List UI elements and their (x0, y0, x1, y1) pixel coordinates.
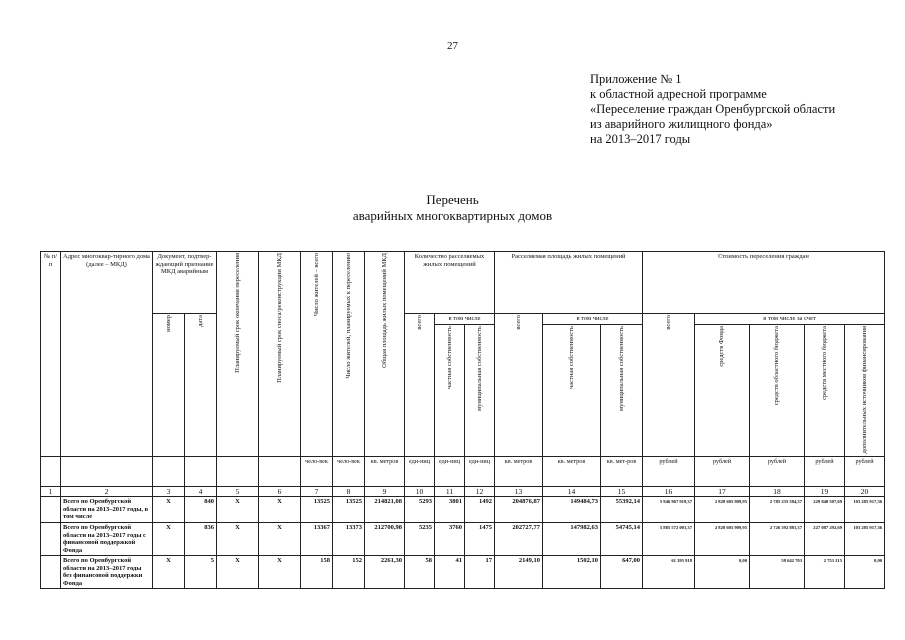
header-residents-total: Число жителей – всего (301, 252, 333, 457)
header-rooms-count: Количество расселяемых жилых помещений (405, 252, 495, 314)
table-cell: 149484,73 (543, 497, 601, 523)
column-number: 5 (217, 487, 259, 497)
row-num-cell (41, 523, 61, 556)
row-address: Всего по Оренбургской области на 2013–2017 годы с финансовой поддержкой Фонда (61, 523, 153, 556)
column-number: 6 (259, 487, 301, 497)
title-line: аварийных многоквартирных домов (352, 208, 553, 223)
unit-cell: рублей (845, 457, 885, 487)
table-cell: 103 285 917,36 (845, 497, 885, 523)
table-cell: 13373 (333, 523, 365, 556)
column-number: 11 (435, 487, 465, 497)
header-area-relocated: Расселяемая площадь жилых помещений (495, 252, 643, 314)
header-area-including: в том числе (543, 314, 643, 325)
table-cell: 647,00 (601, 556, 643, 589)
unit-cell: рублей (643, 457, 695, 487)
table-cell: 212700,98 (365, 523, 405, 556)
header-total-area: Общая площадь жилых помещений МКД (365, 252, 405, 457)
row-address: Всего по Оренбургской области на 2013–2017 годы, в том числе (61, 497, 153, 523)
table-cell: X (217, 523, 259, 556)
table-cell: 158 (301, 556, 333, 589)
header-area-total: всего (495, 314, 543, 457)
table-cell: 13525 (333, 497, 365, 523)
header-planned-relocation-end: Планируемый срок окончания переселения (217, 252, 259, 457)
column-number: 9 (365, 487, 405, 497)
appendix-line: Приложение № 1 (590, 72, 682, 86)
table-cell: 5235 (405, 523, 435, 556)
header-num: № п/п (41, 252, 61, 457)
column-number: 7 (301, 487, 333, 497)
table-cell: 204876,87 (495, 497, 543, 523)
header-rooms-private: частная собственность (435, 324, 465, 457)
table-cell: 2149,10 (495, 556, 543, 589)
table-row (41, 523, 885, 556)
table-cell: X (259, 497, 301, 523)
column-number: 13 (495, 487, 543, 497)
header-rooms-total: всего (405, 314, 435, 457)
unit-cell: еди-ниц (465, 457, 495, 487)
column-number: 18 (750, 487, 805, 497)
column-number: 3 (153, 487, 185, 497)
header-area-private: частная собственность (543, 324, 601, 457)
column-number: 15 (601, 487, 643, 497)
header-document: Документ, подтвер-ждающий признание МКД аварийным (153, 252, 217, 314)
header-doc-date: дата (185, 314, 217, 457)
title-line: Перечень (426, 192, 479, 207)
table-cell: 13525 (301, 497, 333, 523)
unit-cell: рублей (805, 457, 845, 487)
table-cell: 2261,30 (365, 556, 405, 589)
unit-cell: рублей (695, 457, 750, 487)
column-number: 1 (41, 487, 61, 497)
table-cell: 1492 (465, 497, 495, 523)
appendix-header (590, 72, 835, 147)
table-cell: 229 840 507,69 (805, 497, 845, 523)
unit-cell: еди-ниц (435, 457, 465, 487)
column-number: 16 (643, 487, 695, 497)
column-number: 10 (405, 487, 435, 497)
header-address: Адрес многоквар-тирного дома (далее – МКД) (61, 252, 153, 457)
column-number: 4 (185, 487, 217, 497)
table-cell: 840 (185, 497, 217, 523)
row-num-cell (41, 497, 61, 523)
header-cost-total: всего (643, 314, 695, 457)
table-cell: 2 785 235 584,37 (750, 497, 805, 523)
header-local: средств местного бюджета (805, 324, 845, 457)
header-area-municipal: муниципальная собственность (601, 324, 643, 457)
table-body (41, 497, 885, 589)
column-numbers-row (41, 487, 885, 497)
appendix-line: на 2013–2017 годы (590, 132, 691, 146)
table-cell: 147982,63 (543, 523, 601, 556)
table-cell: 0,00 (695, 556, 750, 589)
table-cell: 2 753 215 (805, 556, 845, 589)
header-residents-planned: Число жителей, планируемых к переселению (333, 252, 365, 457)
header-additional: дополнительных источников финансирования (845, 324, 885, 457)
page-number: 27 (447, 40, 458, 52)
table-cell: 58 642 703 (750, 556, 805, 589)
table-cell: 2 828 605 909,95 (695, 523, 750, 556)
column-number: 19 (805, 487, 845, 497)
table-cell: X (259, 523, 301, 556)
unit-cell: еди-ниц (405, 457, 435, 487)
header-regional: средств областного бюджета (750, 324, 805, 457)
column-number: 20 (845, 487, 885, 497)
table-cell: 5293 (405, 497, 435, 523)
table-cell: 5 (185, 556, 217, 589)
table-cell: 3760 (435, 523, 465, 556)
header-planned-demolition: Планируемый срок сноса/реконструкции МКД (259, 252, 301, 457)
unit-cell: рублей (750, 457, 805, 487)
table-cell: X (153, 523, 185, 556)
table-cell: 214821,08 (365, 497, 405, 523)
table-cell: 103 285 917,36 (845, 523, 885, 556)
table-cell: 61 395 918 (643, 556, 695, 589)
table-row (41, 497, 885, 523)
table-cell: 5 885 572 001,37 (643, 523, 695, 556)
table-cell: 13367 (301, 523, 333, 556)
appendix-line: к областной адресной программе (590, 87, 767, 101)
table-cell: 58 (405, 556, 435, 589)
column-number: 14 (543, 487, 601, 497)
column-number: 17 (695, 487, 750, 497)
unit-cell: чело-век (333, 457, 365, 487)
table-cell: 227 087 292,69 (805, 523, 845, 556)
unit-cell: кв. метров (495, 457, 543, 487)
table-cell: 2 726 592 881,37 (750, 523, 805, 556)
header-rooms-municipal: муниципальная собственность (465, 324, 495, 457)
table-cell: X (217, 497, 259, 523)
column-number: 12 (465, 487, 495, 497)
header-fund: средств Фонда (695, 324, 750, 457)
table-cell: 2 828 605 909,95 (695, 497, 750, 523)
unit-cell: кв. мет-ров (601, 457, 643, 487)
table-cell: 5 946 967 919,37 (643, 497, 695, 523)
table-cell: X (153, 497, 185, 523)
table-cell: X (153, 556, 185, 589)
table-cell: 55392,14 (601, 497, 643, 523)
header-doc-number: номер (153, 314, 185, 457)
column-number: 2 (61, 487, 153, 497)
table-cell: X (259, 556, 301, 589)
table-cell: 41 (435, 556, 465, 589)
emergency-houses-table (40, 251, 885, 589)
table-cell: 1475 (465, 523, 495, 556)
document-title (0, 192, 905, 224)
header-cost-including: в том числе за счет (695, 314, 885, 325)
table-cell: 152 (333, 556, 365, 589)
table-cell: 54745,14 (601, 523, 643, 556)
header-rooms-including: в том числе (435, 314, 495, 325)
table-cell: 202727,77 (495, 523, 543, 556)
unit-cell: чело-век (301, 457, 333, 487)
row-num-cell (41, 556, 61, 589)
appendix-line: из аварийного жилищного фонда» (590, 117, 773, 131)
table-cell: 3801 (435, 497, 465, 523)
table-cell: 0,00 (845, 556, 885, 589)
table-cell: 836 (185, 523, 217, 556)
column-number: 8 (333, 487, 365, 497)
unit-cell: кв. метров (365, 457, 405, 487)
appendix-line: «Переселение граждан Оренбургской области (590, 102, 836, 116)
unit-cell: кв. метров (543, 457, 601, 487)
header-cost: Стоимость переселения граждан (643, 252, 885, 314)
row-address: Всего по Оренбургской области на 2013–2017 годы без финансовой поддержки Фонда (61, 556, 153, 589)
table-cell: X (217, 556, 259, 589)
table-cell: 17 (465, 556, 495, 589)
table-cell: 1502,10 (543, 556, 601, 589)
table-row (41, 556, 885, 589)
